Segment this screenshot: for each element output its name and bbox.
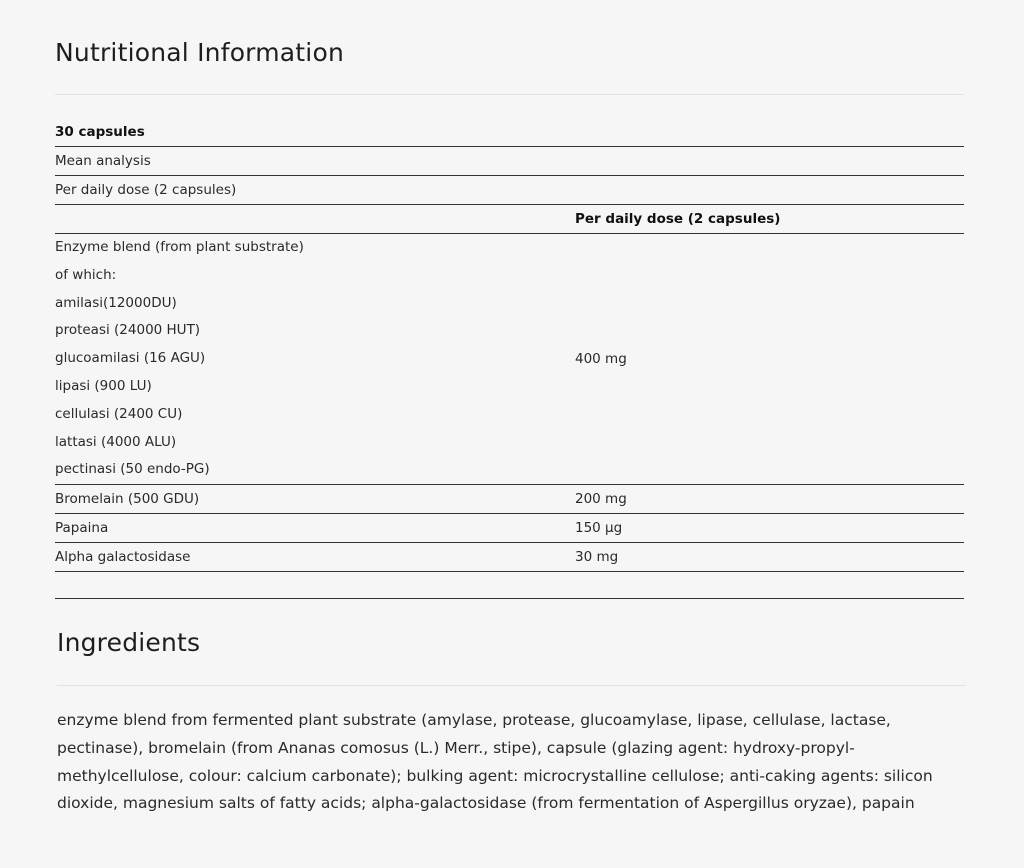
nutritional-title: Nutritional Information <box>55 38 344 67</box>
divider <box>55 94 964 95</box>
nutrient-value: 30 mg <box>575 549 619 565</box>
enzyme-line: of which: <box>55 266 117 283</box>
table-row <box>55 147 964 176</box>
enzyme-line: cellulasi (2400 CU) <box>55 405 183 422</box>
per-dose-label: Per daily dose (2 capsules) <box>55 182 237 198</box>
table-row <box>55 234 964 485</box>
table-row <box>55 118 964 147</box>
table-row <box>55 543 964 572</box>
enzyme-line: proteasi (24000 HUT) <box>55 322 201 339</box>
table-row <box>55 514 964 543</box>
table-header-row <box>55 205 964 234</box>
ingredients-title: Ingredients <box>57 628 201 657</box>
enzyme-line: glucoamilasi (16 AGU) <box>55 350 206 367</box>
nutrient-value: 200 mg <box>575 491 627 507</box>
enzyme-line: amilasi(12000DU) <box>55 294 177 311</box>
nutrient-name: Alpha galactosidase <box>55 549 191 565</box>
enzyme-line: Enzyme blend (from plant substrate) <box>55 239 304 255</box>
enzyme-line: pectinasi (50 endo-PG) <box>55 461 210 478</box>
divider <box>55 598 964 599</box>
mean-analysis-label: Mean analysis <box>55 153 151 169</box>
pack-size-label: 30 capsules <box>55 124 145 140</box>
table-row <box>55 485 964 514</box>
enzyme-line: lipasi (900 LU) <box>55 377 152 394</box>
enzyme-value: 400 mg <box>575 351 627 367</box>
table-row <box>55 176 964 205</box>
nutrient-name: Papaina <box>55 520 109 536</box>
nutrition-table <box>55 118 964 572</box>
ingredients-text: enzyme blend from fermented plant substrate (amylase, protease, glucoamylase, lipase, cellulase, lactase, pectinase), bromelain (from Ananas comosus (L.) Merr., stipe), capsule (glazing agent: hydroxy-propyl-methylcellulose, colour: calcium carbonate); bulking agent: microcrystalline cellulose; anti-caking agents: silicon dioxide, magnesium salts of fatty acids; alpha-galactosidase (from fermentation of Aspergillus oryzae), papain <box>57 711 933 813</box>
divider <box>57 685 966 686</box>
nutrient-name: Bromelain (500 GDU) <box>55 491 200 507</box>
nutrient-value: 150 µg <box>575 520 623 536</box>
column-header: Per daily dose (2 capsules) <box>575 211 781 227</box>
enzyme-blend-cell <box>55 234 304 484</box>
enzyme-line: lattasi (4000 ALU) <box>55 433 177 450</box>
